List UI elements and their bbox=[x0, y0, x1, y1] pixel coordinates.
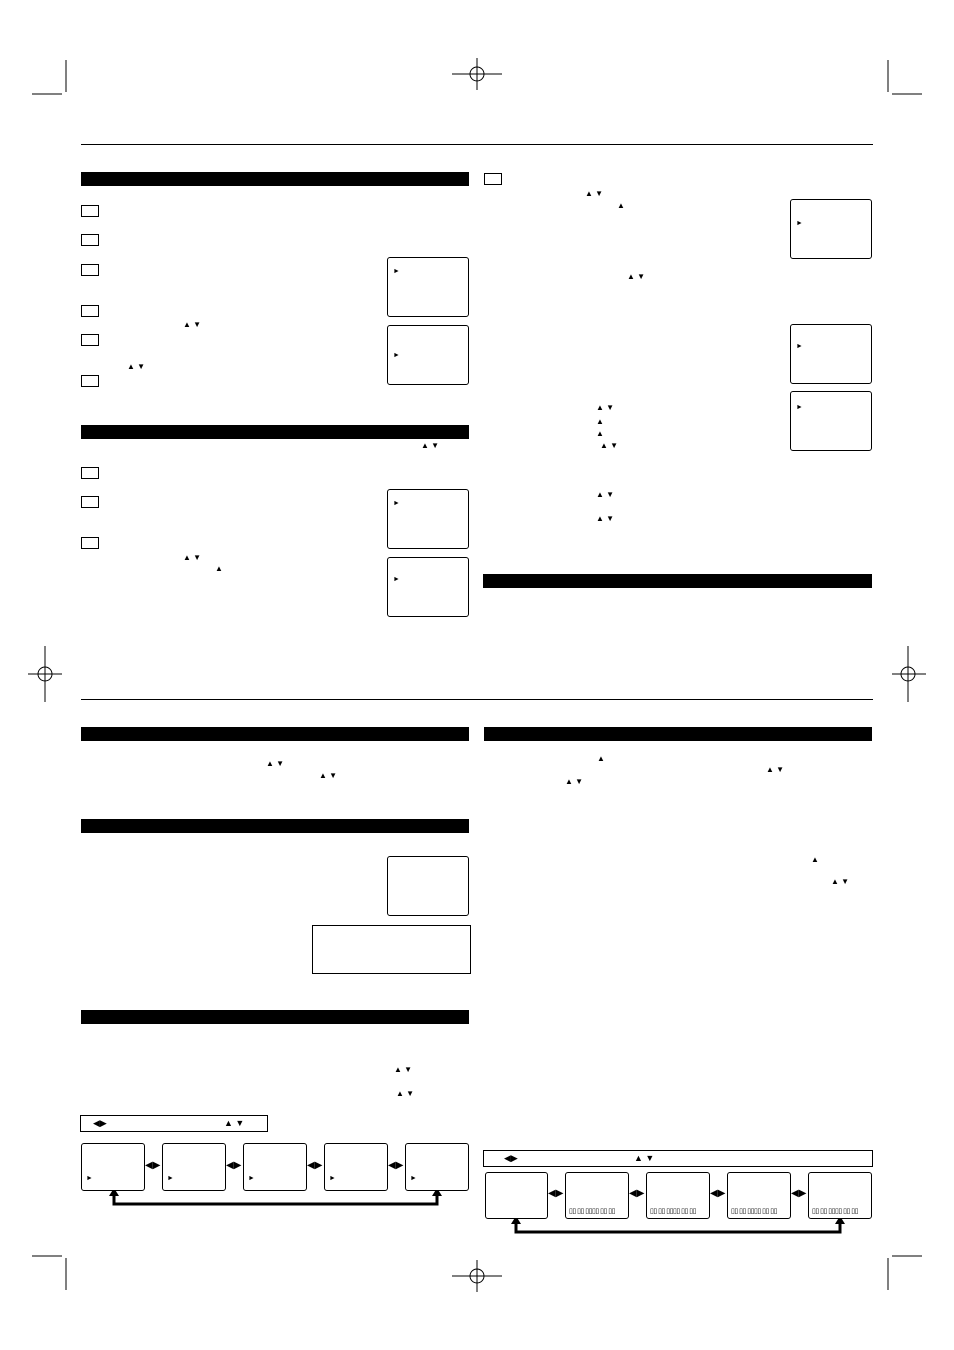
osd-screen bbox=[808, 1172, 872, 1219]
step-box bbox=[81, 496, 99, 508]
left-right-arrows-icon: ◀▶ bbox=[710, 1188, 726, 1199]
pointer-icon: ► bbox=[796, 220, 803, 227]
osd-screen bbox=[387, 557, 469, 617]
pointer-icon: ► bbox=[393, 352, 400, 359]
section-header-bar bbox=[484, 727, 872, 741]
left-right-arrows-icon: ◀▶ bbox=[388, 1160, 404, 1171]
digit-readout: ▯▯ ▯▯ ▯▯▯▯ ▯▯ ▯▯ bbox=[569, 1208, 616, 1215]
up-down-arrows: ▲ ▼ bbox=[421, 441, 440, 450]
up-down-arrows: ▲ ▼ bbox=[831, 877, 850, 886]
up-arrow-icon: ▲ bbox=[811, 855, 819, 864]
up-down-arrows: ▲ ▼ bbox=[266, 759, 285, 768]
left-right-arrows-icon: ◀▶ bbox=[504, 1153, 518, 1163]
step-box bbox=[81, 205, 99, 217]
left-right-arrows-icon: ◀▶ bbox=[548, 1188, 564, 1199]
osd-screen bbox=[790, 391, 872, 451]
osd-screen bbox=[387, 325, 469, 385]
step-box bbox=[484, 173, 502, 185]
pointer-icon: ► bbox=[167, 1175, 174, 1182]
osd-screen bbox=[162, 1143, 226, 1191]
up-down-arrows: ▲ ▼ bbox=[596, 490, 615, 499]
up-arrow-icon: ▲ bbox=[617, 201, 625, 210]
pointer-icon: ► bbox=[248, 1175, 255, 1182]
section-header-bar bbox=[81, 172, 469, 186]
up-arrow-icon: ▲ bbox=[215, 564, 223, 573]
osd-screen bbox=[324, 1143, 388, 1191]
up-down-arrows: ▲ ▼ bbox=[600, 441, 619, 450]
pointer-icon: ► bbox=[393, 576, 400, 583]
up-down-arrows: ▲ ▼ bbox=[127, 362, 146, 371]
up-arrow-icon: ▲ bbox=[596, 429, 604, 438]
middle-rule bbox=[81, 699, 873, 700]
up-down-arrows: ▲ ▼ bbox=[585, 189, 604, 198]
up-down-arrows: ▲ ▼ bbox=[565, 777, 584, 786]
up-arrow-icon: ▲ bbox=[596, 417, 604, 426]
osd-screen bbox=[387, 257, 469, 317]
osd-screen bbox=[790, 324, 872, 384]
step-box bbox=[81, 467, 99, 479]
up-down-arrows: ▲ ▼ bbox=[396, 1089, 415, 1098]
top-rule bbox=[81, 144, 873, 145]
step-box bbox=[81, 537, 99, 549]
left-right-arrows-icon: ◀▶ bbox=[791, 1188, 807, 1199]
section-header-bar bbox=[81, 1010, 469, 1024]
osd-screen bbox=[387, 856, 469, 916]
pointer-icon: ► bbox=[796, 404, 803, 411]
osd-screen bbox=[565, 1172, 629, 1219]
osd-screen bbox=[790, 199, 872, 259]
step-box bbox=[81, 375, 99, 387]
up-down-arrows: ▲ ▼ bbox=[596, 514, 615, 523]
osd-screen bbox=[243, 1143, 307, 1191]
navigation-legend bbox=[483, 1150, 873, 1167]
up-arrow-icon: ▲ bbox=[597, 754, 605, 763]
up-down-arrows: ▲ ▼ bbox=[183, 553, 202, 562]
pointer-icon: ► bbox=[329, 1175, 336, 1182]
step-box bbox=[81, 264, 99, 276]
left-right-arrows-icon: ◀▶ bbox=[226, 1160, 242, 1171]
up-down-arrows: ▲ ▼ bbox=[766, 765, 785, 774]
step-box bbox=[81, 305, 99, 317]
step-box bbox=[81, 234, 99, 246]
section-header-bar bbox=[81, 425, 469, 439]
section-header-bar bbox=[81, 727, 469, 741]
up-down-arrows: ▲ ▼ bbox=[319, 771, 338, 780]
left-right-arrows-icon: ◀▶ bbox=[307, 1160, 323, 1171]
section-header-bar bbox=[483, 574, 872, 588]
up-down-arrows: ▲ ▼ bbox=[596, 403, 615, 412]
notice-box bbox=[312, 925, 471, 974]
osd-screen bbox=[646, 1172, 710, 1219]
osd-screen bbox=[81, 1143, 145, 1191]
pointer-icon: ► bbox=[796, 343, 803, 350]
osd-screen bbox=[727, 1172, 791, 1219]
left-right-arrows-icon: ◀▶ bbox=[629, 1188, 645, 1199]
osd-screen bbox=[387, 489, 469, 549]
navigation-legend bbox=[80, 1115, 268, 1132]
left-right-arrows-icon: ◀▶ bbox=[93, 1118, 107, 1128]
up-down-arrows: ▲ ▼ bbox=[394, 1065, 413, 1074]
osd-screen bbox=[405, 1143, 469, 1191]
pointer-icon: ► bbox=[86, 1175, 93, 1182]
pointer-icon: ► bbox=[410, 1175, 417, 1182]
up-down-arrows: ▲ ▼ bbox=[634, 1153, 655, 1163]
section-header-bar bbox=[81, 819, 469, 833]
digit-readout: ▯▯ ▯▯ ▯▯▯▯ ▯▯ ▯▯ bbox=[812, 1208, 859, 1215]
up-down-arrows: ▲ ▼ bbox=[627, 272, 646, 281]
pointer-icon: ► bbox=[393, 268, 400, 275]
digit-readout: ▯▯ ▯▯ ▯▯▯▯ ▯▯ ▯▯ bbox=[731, 1208, 778, 1215]
up-down-arrows: ▲ ▼ bbox=[183, 320, 202, 329]
digit-readout: ▯▯ ▯▯ ▯▯▯▯ ▯▯ ▯▯ bbox=[650, 1208, 697, 1215]
up-down-arrows: ▲ ▼ bbox=[224, 1118, 245, 1128]
left-right-arrows-icon: ◀▶ bbox=[145, 1160, 161, 1171]
step-box bbox=[81, 334, 99, 346]
osd-screen bbox=[485, 1172, 548, 1219]
pointer-icon: ► bbox=[393, 500, 400, 507]
